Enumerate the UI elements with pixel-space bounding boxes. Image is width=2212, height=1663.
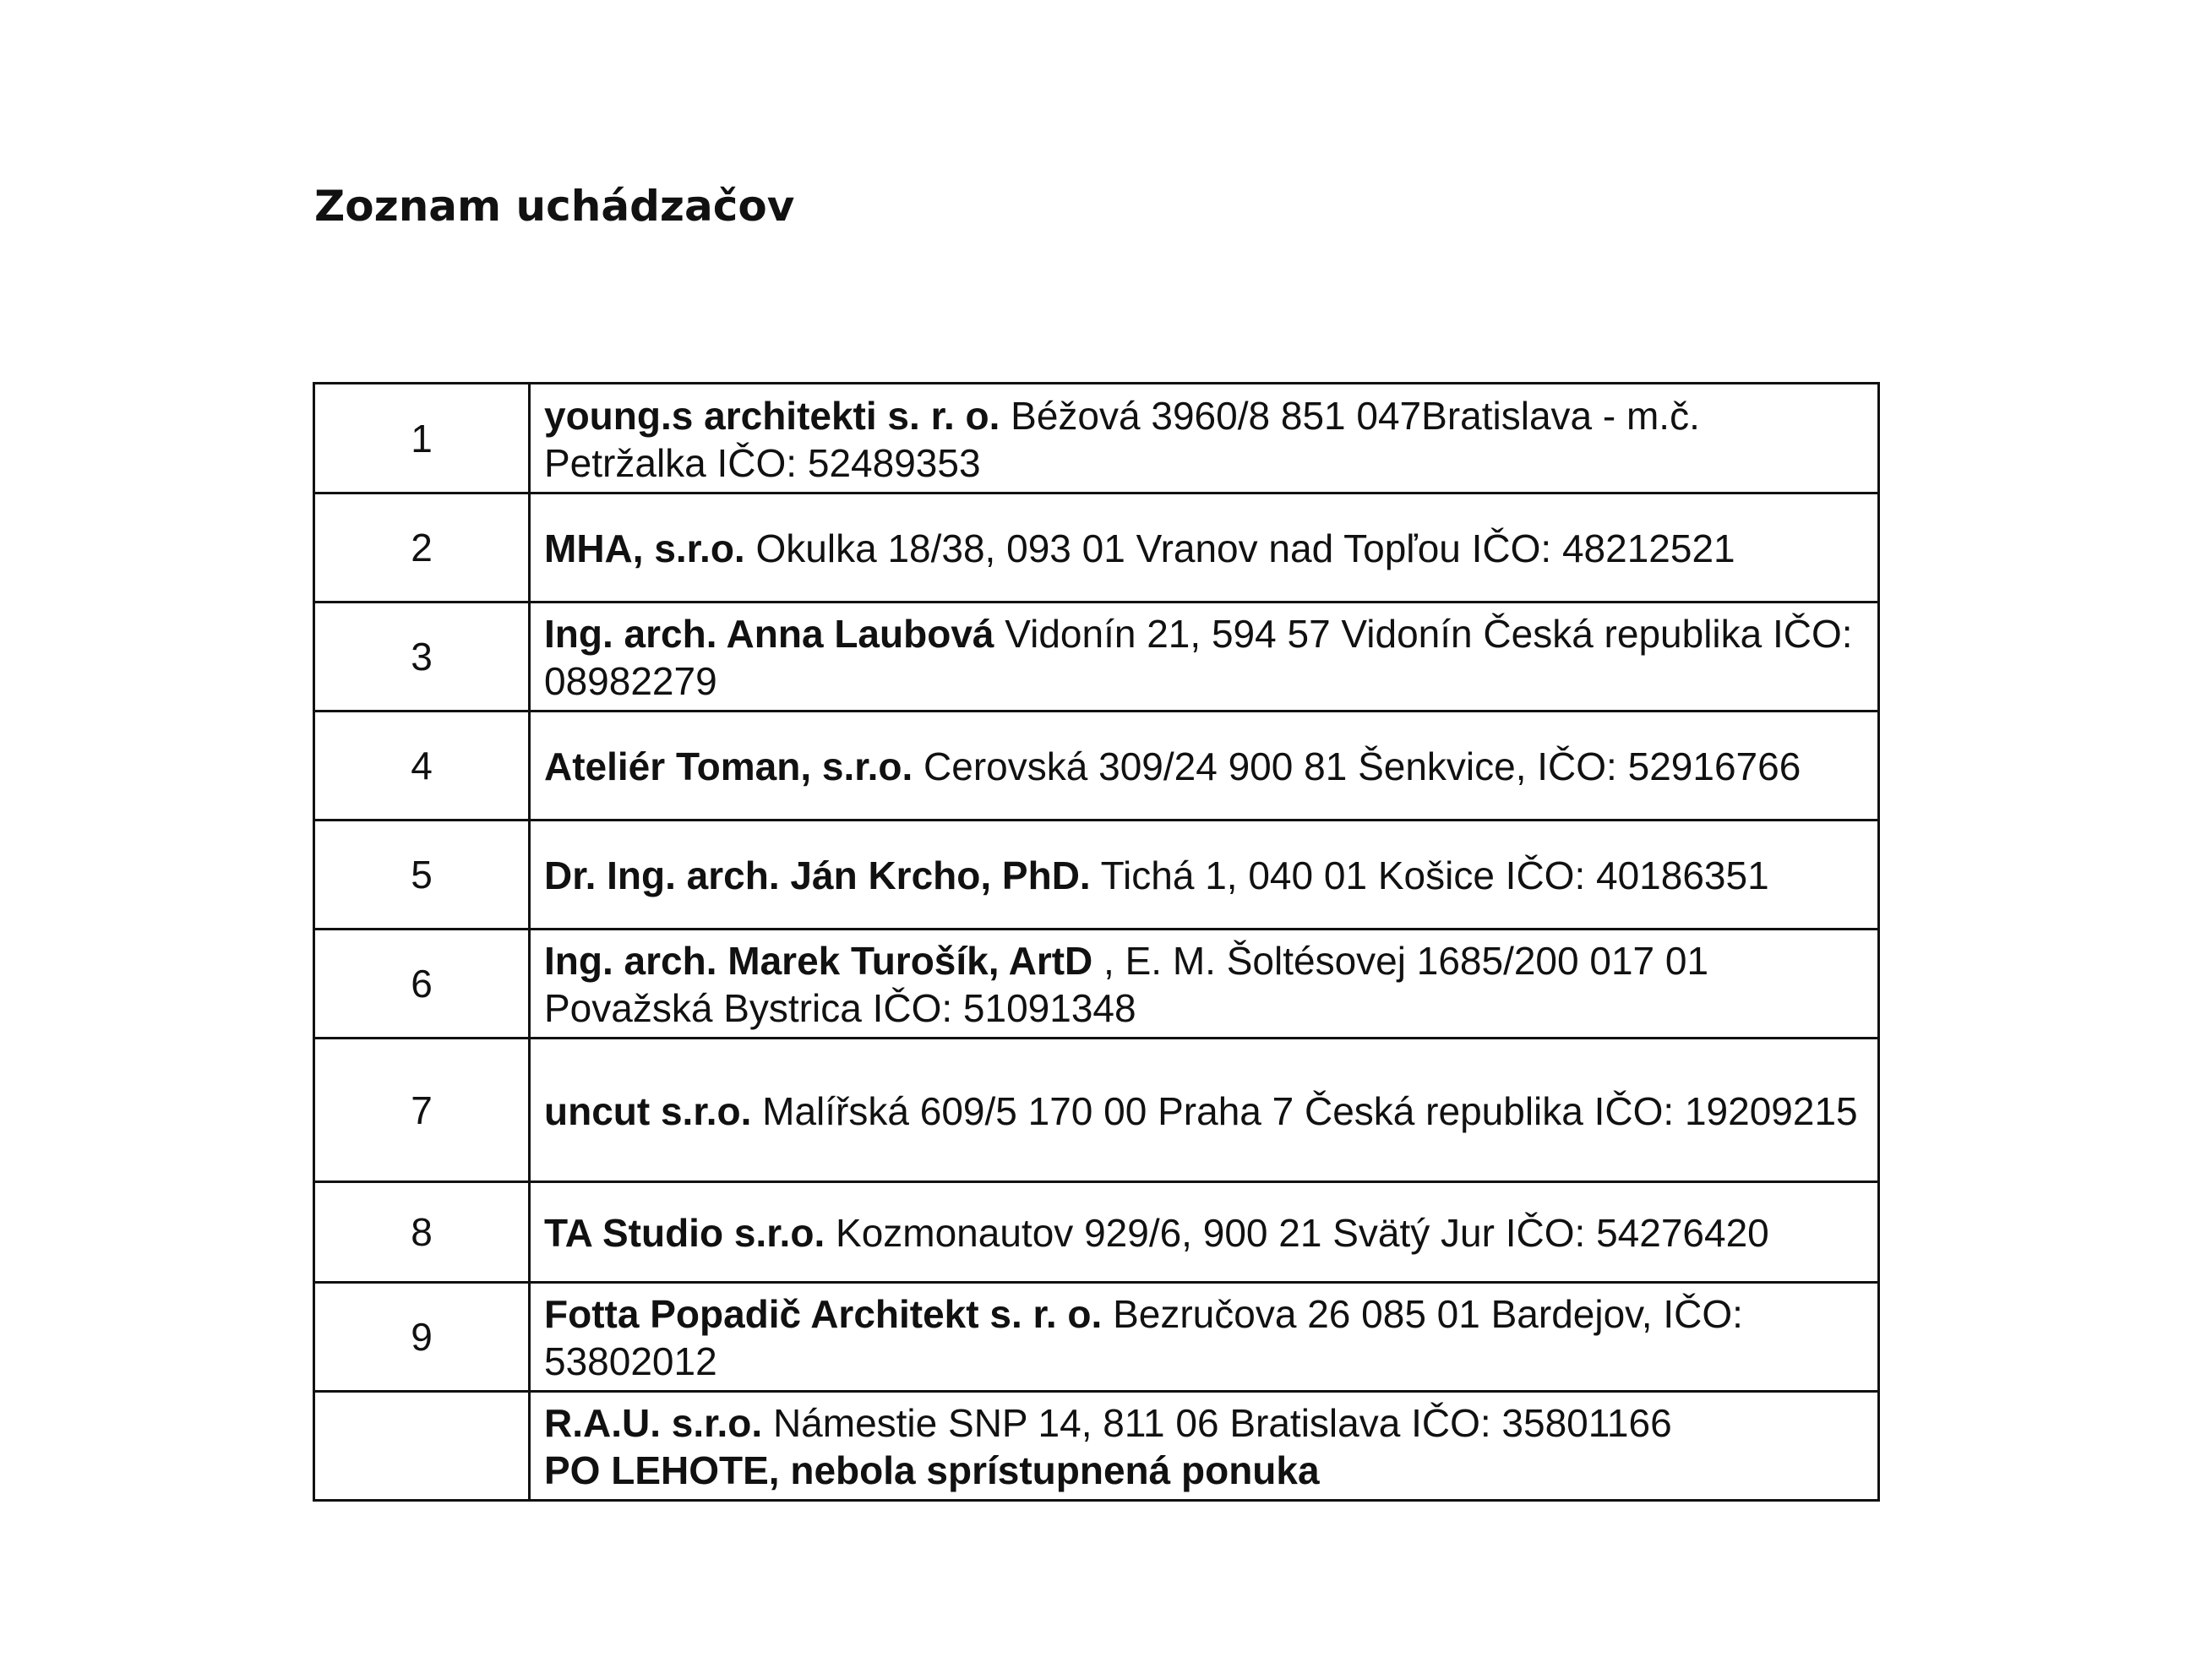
- bidder-entry: [530, 493, 1879, 602]
- bidder-details: Malířská 609/5 170 00 Praha 7 Česká republika IČO: 19209215: [751, 1088, 1858, 1133]
- bidder-entry: [530, 1182, 1879, 1283]
- row-number: 9: [314, 1283, 530, 1392]
- table-row: [314, 712, 1879, 821]
- bidder-name: young.s architekti s. r. o.: [544, 393, 1000, 438]
- bidder-name: uncut s.r.o.: [544, 1088, 752, 1133]
- table-row: [314, 821, 1879, 930]
- table-row: [314, 493, 1879, 602]
- bidder-entry: [530, 1283, 1879, 1392]
- late-submission-note: PO LEHOTE, nebola sprístupnená ponuka: [544, 1448, 1320, 1492]
- bidder-name: Ing. arch. Marek Turošík, ArtD: [544, 939, 1093, 983]
- table-row: [314, 1039, 1879, 1182]
- bidder-entry: [530, 1039, 1879, 1182]
- bidder-details: Bezručova 26 085 01 Bardejov, IČO: 53802012: [544, 1292, 1743, 1383]
- row-number: 8: [314, 1182, 530, 1283]
- bidder-entry: [530, 712, 1879, 821]
- bidder-name: Dr. Ing. arch. Ján Krcho, PhD.: [544, 853, 1091, 897]
- page-title: Zoznam uchádzačov: [314, 182, 795, 231]
- bidder-details: Kozmonautov 929/6, 900 21 Svätý Jur IČO: 54276420: [825, 1211, 1769, 1255]
- row-number: 7: [314, 1039, 530, 1182]
- table-row: [314, 1392, 1879, 1501]
- row-number: [314, 1392, 530, 1501]
- table-row: [314, 602, 1879, 712]
- bidders-table: [313, 382, 1880, 1502]
- bidder-details: Námestie SNP 14, 811 06 Bratislava IČO: 35801166: [762, 1401, 1672, 1445]
- table-row: [314, 1182, 1879, 1283]
- row-number: 1: [314, 384, 530, 493]
- bidder-entry: [530, 384, 1879, 493]
- row-number: 4: [314, 712, 530, 821]
- row-number: 5: [314, 821, 530, 930]
- bidder-name: TA Studio s.r.o.: [544, 1211, 825, 1255]
- bidder-entry: [530, 602, 1879, 712]
- bidder-details: Cerovská 309/24 900 81 Šenkvice, IČO: 52916766: [913, 744, 1801, 788]
- bidder-name: Ateliér Toman, s.r.o.: [544, 744, 913, 788]
- bidder-details: Okulka 18/38, 093 01 Vranov nad Topľou IČO: 48212521: [744, 526, 1735, 570]
- bidder-entry: [530, 821, 1879, 930]
- row-number: 2: [314, 493, 530, 602]
- bidder-name: Fotta Popadič Architekt s. r. o.: [544, 1292, 1103, 1336]
- row-number: 6: [314, 930, 530, 1039]
- bidder-entry: [530, 930, 1879, 1039]
- bidder-details: Vidonín 21, 594 57 Vidonín Česká republika IČO: 08982279: [544, 612, 1853, 703]
- bidder-entry: [530, 1392, 1879, 1501]
- table-row: [314, 930, 1879, 1039]
- bidder-name: R.A.U. s.r.o.: [544, 1401, 763, 1445]
- bidder-details: , E. M. Šoltésovej 1685/200 017 01 Považská Bystrica IČO: 51091348: [544, 939, 1709, 1030]
- bidder-name: MHA, s.r.o.: [544, 526, 745, 570]
- bidder-name: Ing. arch. Anna Laubová: [544, 612, 994, 656]
- table-row: [314, 384, 1879, 493]
- bidder-details: Béžová 3960/8 851 047Bratislava - m.č. Petržalka IČO: 52489353: [544, 393, 1700, 485]
- row-number: 3: [314, 602, 530, 712]
- table-row: [314, 1283, 1879, 1392]
- bidder-details: Tichá 1, 040 01 Košice IČO: 40186351: [1090, 853, 1769, 897]
